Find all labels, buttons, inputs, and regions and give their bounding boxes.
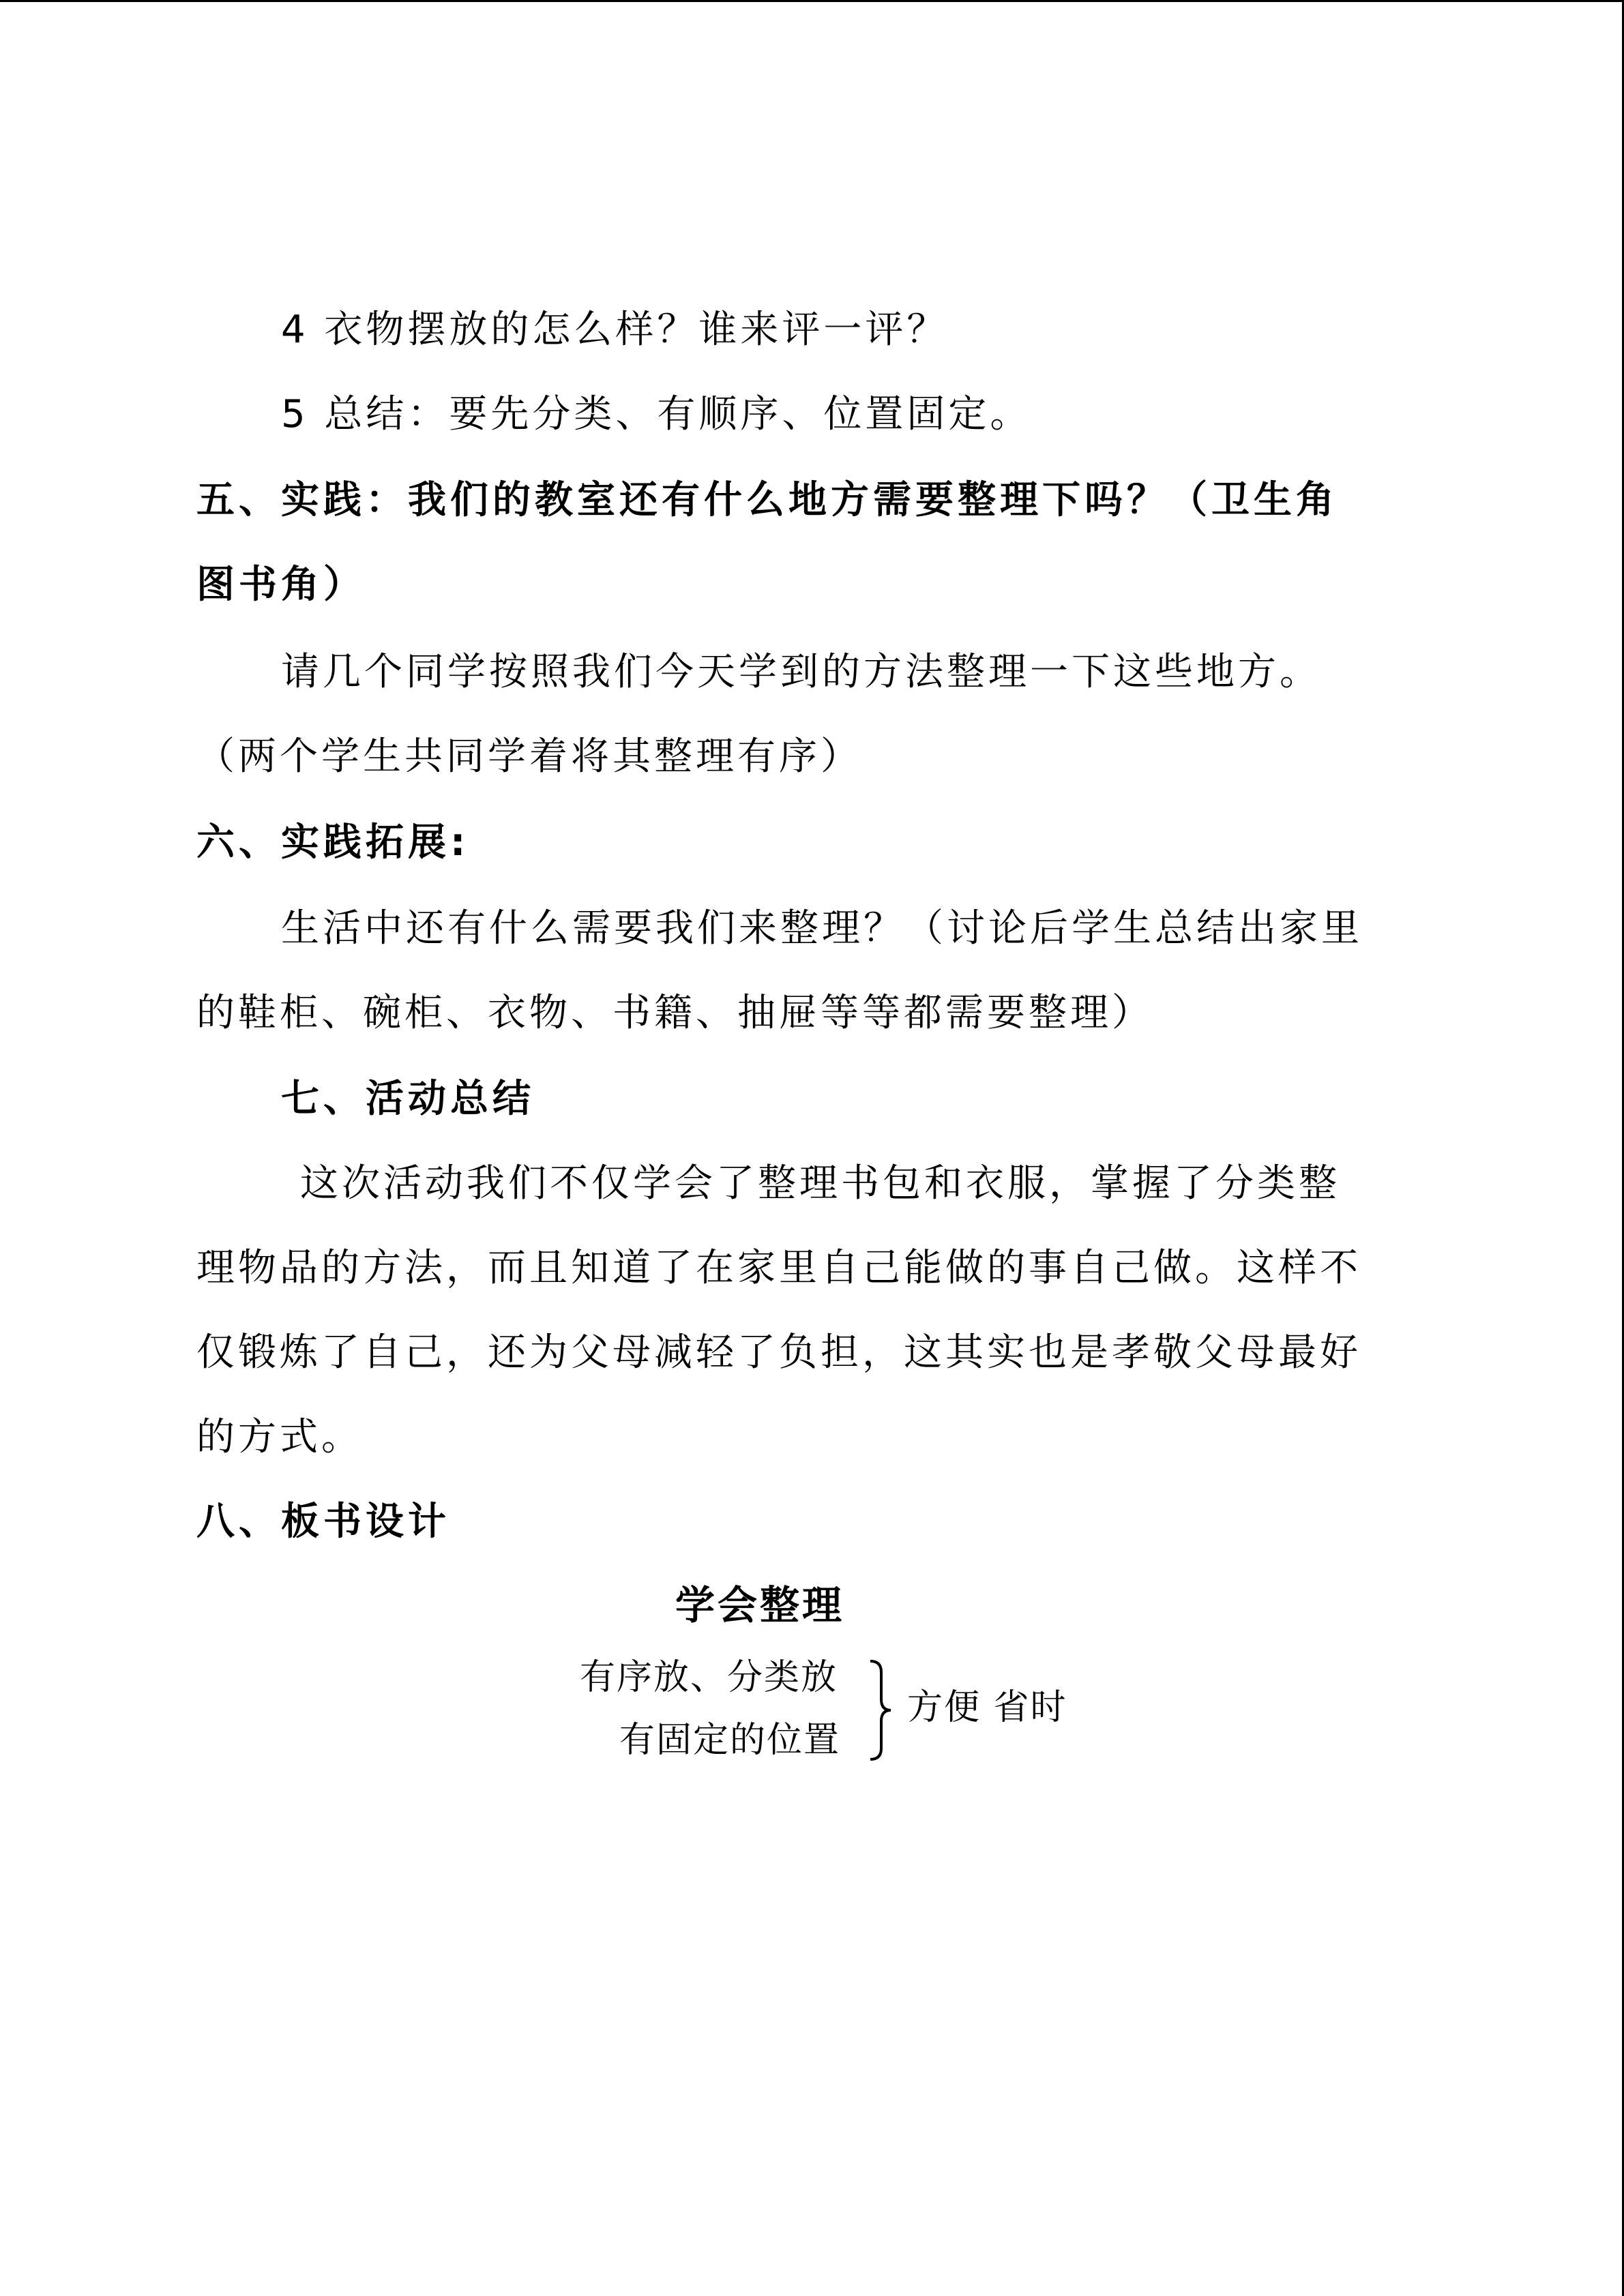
step-5-line: 5 总结：要先分类、有顺序、位置固定。: [281, 392, 1032, 436]
section-5-heading-cont: 图书角）: [196, 563, 366, 607]
right-brace-icon: [868, 1658, 895, 1762]
section-5-note: （两个学生共同学着将其整理有序）: [196, 734, 862, 779]
section-7-paragraph: 这次活动我们不仅学会了整理书包和衣服，掌握了分类整: [300, 1161, 1340, 1206]
section-5-paragraph: 请几个同学按照我们今天学到的方法整理一下这些地方。: [281, 650, 1321, 694]
board-row-2: 有固定的位置: [619, 1720, 841, 1761]
section-7-paragraph-line4: 的方式。: [196, 1415, 363, 1459]
section-6-paragraph-cont: 的鞋柜、碗柜、衣物、书籍、抽屉等等都需要整理）: [196, 991, 1153, 1035]
page-top-border: [0, 0, 1624, 2]
section-6-heading: 六、实践拓展:: [196, 820, 470, 865]
section-6-paragraph: 生活中还有什么需要我们来整理？（讨论后学生总结出家里: [281, 906, 1363, 951]
section-5-heading: 五、实践：我们的教室还有什么地方需要整理下吗？（卫生角: [196, 478, 1338, 522]
board-row-1: 有序放、分类放: [580, 1657, 838, 1698]
section-7-paragraph-line3: 仅锻炼了自己，还为父母减轻了负担，这其实也是孝敬父母最好: [196, 1330, 1361, 1375]
board-title: 学会整理: [675, 1582, 845, 1628]
section-8-heading: 八、板书设计: [196, 1500, 450, 1544]
step-4-line: 4 衣物摆放的怎么样？谁来评一评？: [281, 308, 949, 352]
section-7-paragraph-line2: 理物品的方法，而且知道了在家里自己能做的事自己做。这样不: [196, 1246, 1361, 1290]
board-result: 方便 省时: [907, 1687, 1067, 1728]
section-7-heading: 七、活动总结: [281, 1077, 535, 1121]
